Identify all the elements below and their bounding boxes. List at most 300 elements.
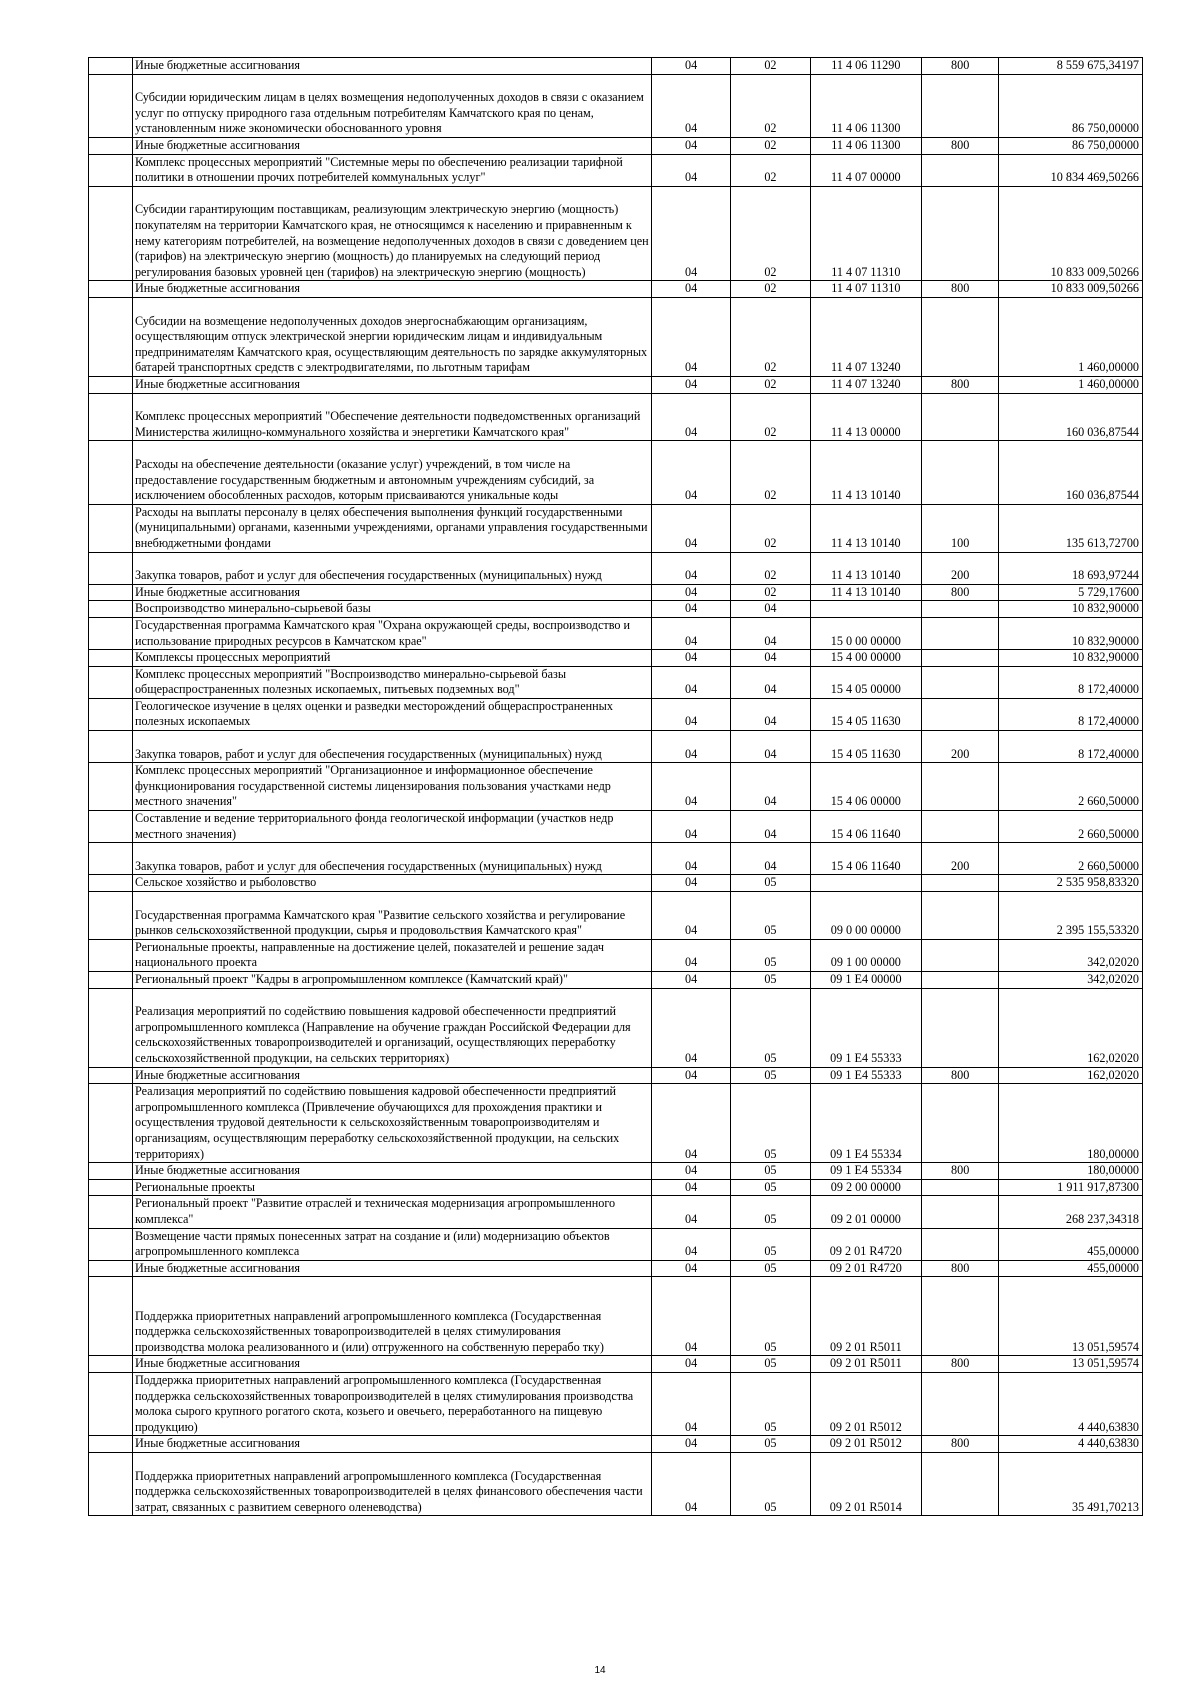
row-name-cell: Комплексы процессных мероприятий — [132, 650, 651, 667]
row-section-cell: 04 — [651, 1372, 730, 1435]
row-spacer-cell — [89, 1196, 133, 1228]
row-target-article-cell: 15 4 05 11630 — [810, 698, 922, 730]
row-amount-cell: 10 834 469,50266 — [999, 154, 1143, 186]
table-row — [89, 1356, 1143, 1373]
row-target-article-cell: 15 4 06 11640 — [810, 843, 922, 875]
row-name-cell: Реализация мероприятий по содействию повышения кадровой обеспеченности предприятий агропромышленного комплекса (Привлечение обучающихся для прохождения практики и осуществления трудовой деятельности к сельскохозяйственным товаропроизводителям и организациям, осуществляющим переработку сельскохозяйственной продукции, на сельских территориях) — [132, 1084, 651, 1163]
row-amount-cell: 10 832,90000 — [999, 601, 1143, 618]
row-expense-type-cell — [922, 617, 999, 649]
row-section-cell: 04 — [651, 763, 730, 811]
table-row — [89, 763, 1143, 811]
row-name-cell: Комплекс процессных мероприятий "Воспроизводство минерально-сырьевой базы общераспространенных полезных ископаемых, питьевых подземных вод" — [132, 666, 651, 698]
row-amount-cell: 2 660,50000 — [999, 811, 1143, 843]
row-spacer-cell — [89, 1277, 133, 1356]
table-row — [89, 1084, 1143, 1163]
row-name-cell: Воспроизводство минерально-сырьевой базы — [132, 601, 651, 618]
row-amount-cell: 13 051,59574 — [999, 1356, 1143, 1373]
table-row — [89, 186, 1143, 281]
row-subsection-cell: 04 — [731, 731, 810, 763]
table-row — [89, 601, 1143, 618]
row-spacer-cell — [89, 393, 133, 441]
row-spacer-cell — [89, 154, 133, 186]
row-expense-type-cell — [922, 698, 999, 730]
table-row — [89, 441, 1143, 504]
row-subsection-cell: 02 — [731, 154, 810, 186]
table-row — [89, 376, 1143, 393]
row-target-article-cell: 11 4 13 10140 — [810, 584, 922, 601]
row-name-cell: Поддержка приоритетных направлений агропромышленного комплекса (Государственная поддержка сельскохозяйственных товаропроизводителей в целях финансового обеспечения части затрат, связанных с развитием северного оленеводства) — [132, 1452, 651, 1515]
row-expense-type-cell: 200 — [922, 731, 999, 763]
row-expense-type-cell — [922, 811, 999, 843]
table-body — [89, 58, 1143, 1516]
row-name-cell: Иные бюджетные ассигнования — [132, 137, 651, 154]
row-subsection-cell: 05 — [731, 892, 810, 940]
row-target-article-cell: 09 1 E4 00000 — [810, 972, 922, 989]
row-amount-cell: 4 440,63830 — [999, 1372, 1143, 1435]
row-section-cell: 04 — [651, 186, 730, 281]
row-subsection-cell: 04 — [731, 843, 810, 875]
row-spacer-cell — [89, 650, 133, 667]
row-expense-type-cell: 800 — [922, 1356, 999, 1373]
row-expense-type-cell: 800 — [922, 281, 999, 298]
row-expense-type-cell — [922, 763, 999, 811]
row-subsection-cell: 05 — [731, 988, 810, 1067]
row-spacer-cell — [89, 1179, 133, 1196]
row-name-cell: Региональный проект "Развитие отраслей и техническая модернизация агропромышленного комплекса" — [132, 1196, 651, 1228]
row-spacer-cell — [89, 1436, 133, 1453]
row-target-article-cell: 09 2 01 R5014 — [810, 1452, 922, 1515]
row-amount-cell: 342,02020 — [999, 939, 1143, 971]
row-name-cell: Субсидии гарантирующим поставщикам, реализующим электрическую энергию (мощность) покупателям на территории Камчатского края, не относящимся к населению и приравненным к нему категориям потребителей, на возмещение недополученных доходов в связи с доведением цен (тарифов) на электрическую энергию (мощность) до планируемых на следующий период регулирования базовых уровней цен (тарифов) на электрическую энергию (мощность) — [132, 186, 651, 281]
row-subsection-cell: 04 — [731, 666, 810, 698]
row-amount-cell: 35 491,70213 — [999, 1452, 1143, 1515]
table-row — [89, 1228, 1143, 1260]
row-expense-type-cell — [922, 1277, 999, 1356]
row-amount-cell: 5 729,17600 — [999, 584, 1143, 601]
row-target-article-cell: 15 4 05 00000 — [810, 666, 922, 698]
row-target-article-cell: 09 2 01 R4720 — [810, 1260, 922, 1277]
row-target-article-cell: 11 4 06 11300 — [810, 137, 922, 154]
row-section-cell: 04 — [651, 393, 730, 441]
row-name-cell: Субсидии юридическим лицам в целях возмещения недополученных доходов в связи с оказанием услуг по отпуску природного газа отдельным потребителям Камчатского края по ценам, установленным ниже экономически обоснованного уровня — [132, 74, 651, 137]
row-spacer-cell — [89, 504, 133, 552]
row-spacer-cell — [89, 74, 133, 137]
row-target-article-cell: 11 4 13 00000 — [810, 393, 922, 441]
row-name-cell: Комплекс процессных мероприятий "Обеспечение деятельности подведомственных организаций Министерства жилищно-коммунального хозяйства и энергетики Камчатского края" — [132, 393, 651, 441]
row-subsection-cell: 05 — [731, 1436, 810, 1453]
row-name-cell: Закупка товаров, работ и услуг для обеспечения государственных (муниципальных) нужд — [132, 552, 651, 584]
row-section-cell: 04 — [651, 1084, 730, 1163]
row-amount-cell: 18 693,97244 — [999, 552, 1143, 584]
row-amount-cell: 1 460,00000 — [999, 376, 1143, 393]
row-target-article-cell: 15 0 00 00000 — [810, 617, 922, 649]
row-name-cell: Государственная программа Камчатского края "Развитие сельского хозяйства и регулирование рынков сельскохозяйственной продукции, сырья и продовольствия Камчатского края" — [132, 892, 651, 940]
row-amount-cell: 160 036,87544 — [999, 393, 1143, 441]
row-spacer-cell — [89, 763, 133, 811]
row-subsection-cell: 05 — [731, 1356, 810, 1373]
row-subsection-cell: 02 — [731, 393, 810, 441]
row-target-article-cell: 11 4 13 10140 — [810, 552, 922, 584]
row-subsection-cell: 02 — [731, 376, 810, 393]
row-section-cell: 04 — [651, 137, 730, 154]
row-amount-cell: 455,00000 — [999, 1260, 1143, 1277]
row-section-cell: 04 — [651, 1260, 730, 1277]
row-expense-type-cell — [922, 1228, 999, 1260]
table-row — [89, 939, 1143, 971]
row-spacer-cell — [89, 972, 133, 989]
row-section-cell: 04 — [651, 58, 730, 75]
row-subsection-cell: 02 — [731, 186, 810, 281]
table-row — [89, 504, 1143, 552]
row-spacer-cell — [89, 601, 133, 618]
row-spacer-cell — [89, 1084, 133, 1163]
table-row — [89, 698, 1143, 730]
table-row — [89, 154, 1143, 186]
row-subsection-cell: 05 — [731, 1163, 810, 1180]
row-target-article-cell: 09 2 01 R5012 — [810, 1436, 922, 1453]
row-target-article-cell: 11 4 07 13240 — [810, 297, 922, 376]
row-name-cell: Возмещение части прямых понесенных затрат на создание и (или) модернизацию объектов агропромышленного комплекса — [132, 1228, 651, 1260]
table-row — [89, 552, 1143, 584]
row-target-article-cell — [810, 601, 922, 618]
table-row — [89, 1179, 1143, 1196]
row-target-article-cell: 09 2 01 00000 — [810, 1196, 922, 1228]
row-spacer-cell — [89, 376, 133, 393]
table-row — [89, 297, 1143, 376]
row-subsection-cell: 02 — [731, 441, 810, 504]
row-subsection-cell: 05 — [731, 1084, 810, 1163]
row-subsection-cell: 05 — [731, 1179, 810, 1196]
row-expense-type-cell — [922, 1179, 999, 1196]
row-name-cell: Реализация мероприятий по содействию повышения кадровой обеспеченности предприятий агропромышленного комплекса (Направление на обучение граждан Российской Федерации для сельскохозяйственных товаропроизводителей и организаций, осуществляющих переработку сельскохозяйственной продукции, на сельских территориях) — [132, 988, 651, 1067]
table-row — [89, 1372, 1143, 1435]
row-spacer-cell — [89, 1260, 133, 1277]
row-subsection-cell: 05 — [731, 939, 810, 971]
row-section-cell: 04 — [651, 731, 730, 763]
row-amount-cell: 2 660,50000 — [999, 843, 1143, 875]
row-amount-cell: 86 750,00000 — [999, 74, 1143, 137]
row-name-cell: Иные бюджетные ассигнования — [132, 1260, 651, 1277]
table-row — [89, 1163, 1143, 1180]
row-name-cell: Субсидии на возмещение недополученных доходов энергоснабжающим организациям, осуществляющим отпуск электрической энергии юридическим лицам и индивидуальным предпринимателям Камчатского края, осуществляющим деятельность по зарядке аккумуляторных батарей транспортных средств с электродвигателями, по льготным тарифам — [132, 297, 651, 376]
row-target-article-cell: 11 4 06 11300 — [810, 74, 922, 137]
row-amount-cell: 2 660,50000 — [999, 763, 1143, 811]
row-expense-type-cell — [922, 1452, 999, 1515]
row-target-article-cell: 11 4 07 11310 — [810, 281, 922, 298]
row-subsection-cell: 04 — [731, 811, 810, 843]
row-section-cell: 04 — [651, 441, 730, 504]
row-subsection-cell: 05 — [731, 972, 810, 989]
table-row — [89, 1436, 1143, 1453]
row-spacer-cell — [89, 186, 133, 281]
row-subsection-cell: 02 — [731, 58, 810, 75]
row-subsection-cell: 04 — [731, 698, 810, 730]
row-section-cell: 04 — [651, 297, 730, 376]
row-target-article-cell: 09 2 01 R4720 — [810, 1228, 922, 1260]
row-name-cell: Иные бюджетные ассигнования — [132, 1067, 651, 1084]
row-subsection-cell: 02 — [731, 137, 810, 154]
row-section-cell: 04 — [651, 1452, 730, 1515]
row-section-cell: 04 — [651, 698, 730, 730]
row-subsection-cell: 05 — [731, 1260, 810, 1277]
row-expense-type-cell — [922, 1372, 999, 1435]
row-expense-type-cell — [922, 393, 999, 441]
table-row — [89, 731, 1143, 763]
row-expense-type-cell: 200 — [922, 843, 999, 875]
row-spacer-cell — [89, 698, 133, 730]
row-amount-cell: 10 832,90000 — [999, 617, 1143, 649]
row-name-cell: Региональные проекты — [132, 1179, 651, 1196]
row-subsection-cell: 05 — [731, 1228, 810, 1260]
row-name-cell: Иные бюджетные ассигнования — [132, 1436, 651, 1453]
row-target-article-cell: 15 4 05 11630 — [810, 731, 922, 763]
row-expense-type-cell: 800 — [922, 58, 999, 75]
row-subsection-cell: 05 — [731, 1372, 810, 1435]
row-expense-type-cell: 800 — [922, 376, 999, 393]
page-number: 14 — [594, 1665, 606, 1676]
row-subsection-cell: 05 — [731, 875, 810, 892]
row-subsection-cell: 04 — [731, 601, 810, 618]
table-row — [89, 281, 1143, 298]
row-expense-type-cell: 800 — [922, 1067, 999, 1084]
row-section-cell: 04 — [651, 1228, 730, 1260]
row-name-cell: Региональный проект "Кадры в агропромышленном комплексе (Камчатский край)" — [132, 972, 651, 989]
row-subsection-cell: 04 — [731, 650, 810, 667]
row-amount-cell: 8 559 675,34197 — [999, 58, 1143, 75]
row-name-cell: Закупка товаров, работ и услуг для обеспечения государственных (муниципальных) нужд — [132, 731, 651, 763]
row-target-article-cell: 11 4 13 10140 — [810, 504, 922, 552]
row-section-cell: 04 — [651, 650, 730, 667]
row-expense-type-cell: 800 — [922, 1163, 999, 1180]
row-expense-type-cell: 800 — [922, 584, 999, 601]
row-target-article-cell: 15 4 06 00000 — [810, 763, 922, 811]
row-name-cell: Поддержка приоритетных направлений агропромышленного комплекса (Государственная поддержка сельскохозяйственных товаропроизводителей в целях стимулирования производства молока сырого крупного рогатого скота, козьего и овечьего, переработанного на пищевую продукцию) — [132, 1372, 651, 1435]
row-section-cell: 04 — [651, 617, 730, 649]
row-target-article-cell: 09 1 E4 55334 — [810, 1163, 922, 1180]
row-target-article-cell: 09 2 01 R5012 — [810, 1372, 922, 1435]
row-spacer-cell — [89, 843, 133, 875]
row-target-article-cell: 11 4 13 10140 — [810, 441, 922, 504]
row-section-cell: 04 — [651, 1277, 730, 1356]
table-row — [89, 650, 1143, 667]
row-amount-cell: 162,02020 — [999, 988, 1143, 1067]
row-amount-cell: 10 832,90000 — [999, 650, 1143, 667]
row-amount-cell: 455,00000 — [999, 1228, 1143, 1260]
row-expense-type-cell: 800 — [922, 1436, 999, 1453]
row-amount-cell: 2 535 958,83320 — [999, 875, 1143, 892]
row-amount-cell: 1 460,00000 — [999, 297, 1143, 376]
row-amount-cell: 180,00000 — [999, 1084, 1143, 1163]
table-row — [89, 74, 1143, 137]
row-amount-cell: 8 172,40000 — [999, 666, 1143, 698]
row-spacer-cell — [89, 1067, 133, 1084]
row-target-article-cell: 15 4 06 11640 — [810, 811, 922, 843]
row-subsection-cell: 02 — [731, 504, 810, 552]
row-target-article-cell: 11 4 07 13240 — [810, 376, 922, 393]
row-subsection-cell: 02 — [731, 552, 810, 584]
row-expense-type-cell — [922, 875, 999, 892]
table-row — [89, 58, 1143, 75]
row-amount-cell: 86 750,00000 — [999, 137, 1143, 154]
row-target-article-cell: 09 1 E4 55333 — [810, 988, 922, 1067]
row-section-cell: 04 — [651, 875, 730, 892]
row-section-cell: 04 — [651, 1356, 730, 1373]
table-row — [89, 1260, 1143, 1277]
row-amount-cell: 8 172,40000 — [999, 731, 1143, 763]
row-name-cell: Иные бюджетные ассигнования — [132, 376, 651, 393]
table-row — [89, 875, 1143, 892]
row-name-cell: Сельское хозяйство и рыболовство — [132, 875, 651, 892]
table-row — [89, 137, 1143, 154]
row-expense-type-cell — [922, 186, 999, 281]
row-name-cell: Иные бюджетные ассигнования — [132, 584, 651, 601]
row-section-cell: 04 — [651, 281, 730, 298]
row-name-cell: Закупка товаров, работ и услуг для обеспечения государственных (муниципальных) нужд — [132, 843, 651, 875]
row-spacer-cell — [89, 988, 133, 1067]
row-subsection-cell: 04 — [731, 763, 810, 811]
row-spacer-cell — [89, 1163, 133, 1180]
row-subsection-cell: 02 — [731, 584, 810, 601]
row-section-cell: 04 — [651, 1196, 730, 1228]
row-amount-cell: 180,00000 — [999, 1163, 1143, 1180]
row-spacer-cell — [89, 892, 133, 940]
row-spacer-cell — [89, 1372, 133, 1435]
table-row — [89, 666, 1143, 698]
row-target-article-cell: 09 1 E4 55333 — [810, 1067, 922, 1084]
row-target-article-cell: 09 2 01 R5011 — [810, 1356, 922, 1373]
row-section-cell: 04 — [651, 892, 730, 940]
row-name-cell: Региональные проекты, направленные на достижение целей, показателей и решение задач национального проекта — [132, 939, 651, 971]
row-amount-cell: 160 036,87544 — [999, 441, 1143, 504]
table-row — [89, 393, 1143, 441]
row-target-article-cell: 09 1 E4 55334 — [810, 1084, 922, 1163]
row-spacer-cell — [89, 939, 133, 971]
row-name-cell: Иные бюджетные ассигнования — [132, 1163, 651, 1180]
row-name-cell: Комплекс процессных мероприятий "Организационное и информационное обеспечение функционирования государственной системы лицензирования пользования участками недр местного значения" — [132, 763, 651, 811]
row-target-article-cell: 11 4 06 11290 — [810, 58, 922, 75]
row-amount-cell: 10 833 009,50266 — [999, 186, 1143, 281]
row-section-cell: 04 — [651, 843, 730, 875]
row-section-cell: 04 — [651, 376, 730, 393]
row-spacer-cell — [89, 441, 133, 504]
row-expense-type-cell — [922, 74, 999, 137]
row-section-cell: 04 — [651, 584, 730, 601]
row-expense-type-cell — [922, 939, 999, 971]
row-spacer-cell — [89, 666, 133, 698]
table-row — [89, 1067, 1143, 1084]
table-row — [89, 584, 1143, 601]
row-expense-type-cell — [922, 972, 999, 989]
row-section-cell: 04 — [651, 552, 730, 584]
row-name-cell: Расходы на обеспечение деятельности (оказание услуг) учреждений, в том числе на предоставление государственным бюджетным и автономным учреждениям субсидий, за исключением обособленных расходов, которым присваиваются уникальные коды — [132, 441, 651, 504]
row-section-cell: 04 — [651, 988, 730, 1067]
row-subsection-cell: 02 — [731, 297, 810, 376]
row-name-cell: Иные бюджетные ассигнования — [132, 281, 651, 298]
row-amount-cell: 10 833 009,50266 — [999, 281, 1143, 298]
row-section-cell: 04 — [651, 1163, 730, 1180]
row-target-article-cell: 15 4 00 00000 — [810, 650, 922, 667]
row-subsection-cell: 05 — [731, 1067, 810, 1084]
row-spacer-cell — [89, 1356, 133, 1373]
row-expense-type-cell: 800 — [922, 1260, 999, 1277]
row-spacer-cell — [89, 281, 133, 298]
row-expense-type-cell — [922, 1196, 999, 1228]
row-section-cell: 04 — [651, 154, 730, 186]
row-amount-cell: 342,02020 — [999, 972, 1143, 989]
row-target-article-cell — [810, 875, 922, 892]
row-expense-type-cell — [922, 988, 999, 1067]
row-subsection-cell: 04 — [731, 617, 810, 649]
row-expense-type-cell — [922, 650, 999, 667]
row-subsection-cell: 05 — [731, 1452, 810, 1515]
row-section-cell: 04 — [651, 504, 730, 552]
row-section-cell: 04 — [651, 1179, 730, 1196]
row-spacer-cell — [89, 552, 133, 584]
row-name-cell: Геологическое изучение в целях оценки и разведки месторождений общераспространенных полезных ископаемых — [132, 698, 651, 730]
row-spacer-cell — [89, 875, 133, 892]
row-spacer-cell — [89, 731, 133, 763]
table-row — [89, 1196, 1143, 1228]
row-expense-type-cell — [922, 666, 999, 698]
row-expense-type-cell: 800 — [922, 137, 999, 154]
row-section-cell: 04 — [651, 939, 730, 971]
row-expense-type-cell — [922, 892, 999, 940]
row-amount-cell: 1 911 917,87300 — [999, 1179, 1143, 1196]
row-section-cell: 04 — [651, 811, 730, 843]
row-subsection-cell: 05 — [731, 1196, 810, 1228]
row-expense-type-cell: 100 — [922, 504, 999, 552]
row-target-article-cell: 09 2 00 00000 — [810, 1179, 922, 1196]
row-subsection-cell: 02 — [731, 74, 810, 137]
table-row — [89, 1277, 1143, 1356]
row-target-article-cell: 09 2 01 R5011 — [810, 1277, 922, 1356]
row-amount-cell: 2 395 155,53320 — [999, 892, 1143, 940]
row-spacer-cell — [89, 584, 133, 601]
table-row — [89, 988, 1143, 1067]
row-amount-cell: 8 172,40000 — [999, 698, 1143, 730]
row-name-cell: Поддержка приоритетных направлений агропромышленного комплекса (Государственная поддержка сельскохозяйственных товаропроизводителей в целях стимулирования производства молока реализованного и (или) отгруженного на собственную перерабо тку) — [132, 1277, 651, 1356]
row-name-cell: Иные бюджетные ассигнования — [132, 58, 651, 75]
row-spacer-cell — [89, 58, 133, 75]
row-amount-cell: 162,02020 — [999, 1067, 1143, 1084]
table-row — [89, 972, 1143, 989]
row-spacer-cell — [89, 811, 133, 843]
budget-table — [88, 57, 1143, 1516]
row-name-cell: Иные бюджетные ассигнования — [132, 1356, 651, 1373]
row-name-cell: Составление и ведение территориального фонда геологической информации (участков недр местного значения) — [132, 811, 651, 843]
row-name-cell: Комплекс процессных мероприятий "Системные меры по обеспечению реализации тарифной политики в отношении прочих потребителей коммунальных услуг" — [132, 154, 651, 186]
row-subsection-cell: 05 — [731, 1277, 810, 1356]
row-expense-type-cell — [922, 297, 999, 376]
row-expense-type-cell — [922, 601, 999, 618]
table-row — [89, 617, 1143, 649]
row-section-cell: 04 — [651, 74, 730, 137]
row-section-cell: 04 — [651, 601, 730, 618]
row-spacer-cell — [89, 617, 133, 649]
row-amount-cell: 268 237,34318 — [999, 1196, 1143, 1228]
row-expense-type-cell — [922, 441, 999, 504]
row-section-cell: 04 — [651, 1436, 730, 1453]
row-spacer-cell — [89, 1228, 133, 1260]
row-target-article-cell: 09 0 00 00000 — [810, 892, 922, 940]
row-target-article-cell: 11 4 07 00000 — [810, 154, 922, 186]
row-section-cell: 04 — [651, 1067, 730, 1084]
row-amount-cell: 4 440,63830 — [999, 1436, 1143, 1453]
row-section-cell: 04 — [651, 666, 730, 698]
row-expense-type-cell — [922, 154, 999, 186]
table-row — [89, 1452, 1143, 1515]
table-row — [89, 892, 1143, 940]
